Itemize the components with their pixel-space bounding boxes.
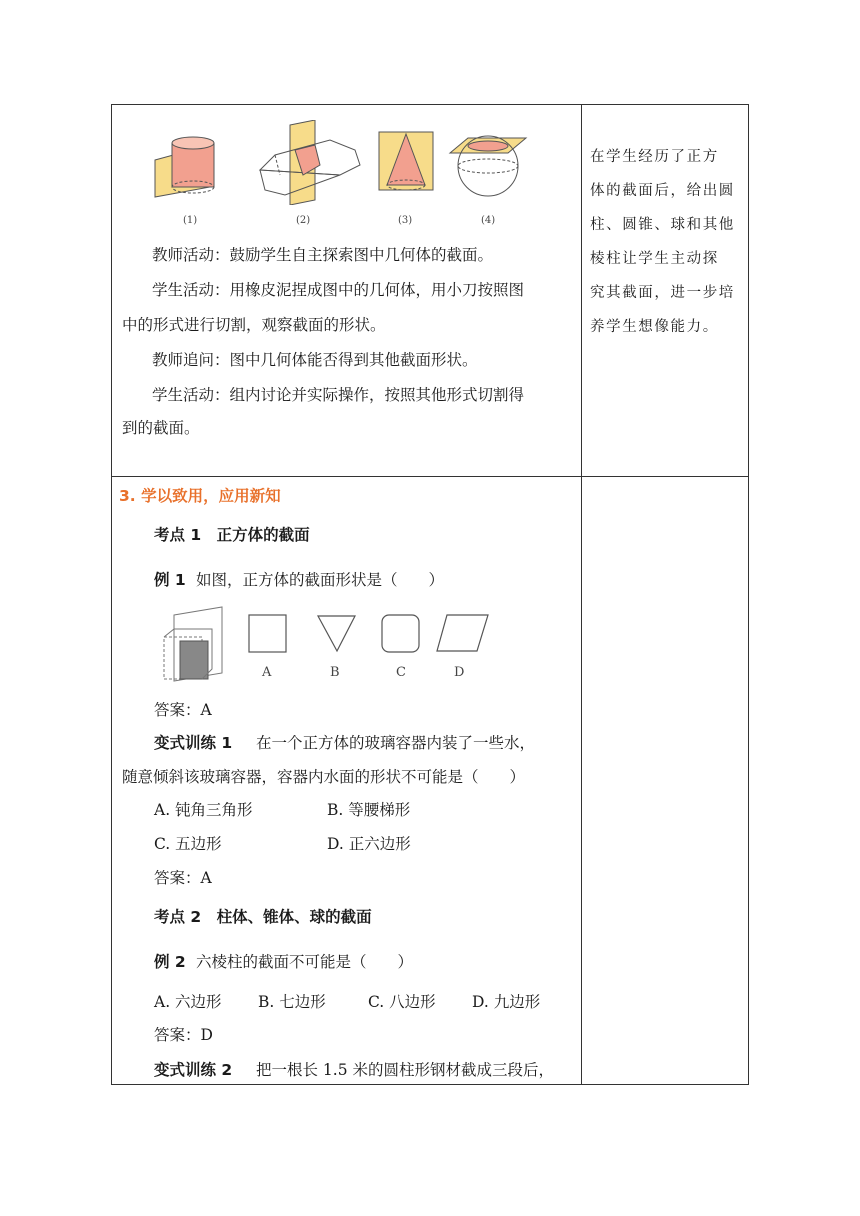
- cone-section-figure: [377, 130, 437, 192]
- option-d-parallelogram: [435, 613, 491, 655]
- example-1-label: 例 1: [154, 571, 186, 589]
- example-2-text: 六棱柱的截面不可能是（ ）: [196, 953, 414, 971]
- variant-1-answer: 答案：A: [154, 869, 212, 887]
- variant-1-text: 在一个正方体的玻璃容器内装了一些水，: [256, 734, 536, 752]
- section-heading: 3. 学以致用，应用新知: [119, 487, 281, 505]
- teacher-activity-text: 教师活动：鼓励学生自主探索图中几何体的截面。: [152, 246, 494, 264]
- variant-1-option-b: B. 等腰梯形: [327, 801, 411, 819]
- example-1-answer: 答案：A: [154, 701, 212, 719]
- cylinder-section-figure: [150, 125, 230, 200]
- variant-1-label: 变式训练 1: [154, 734, 233, 752]
- side-note-line-1: 在学生经历了正方: [590, 149, 719, 165]
- student-discussion-text-cont: 到的截面。: [122, 419, 200, 437]
- kaodian-2-heading: 考点 2 柱体、锥体、球的截面: [154, 908, 372, 926]
- option-b-label: B: [330, 665, 340, 680]
- student-activity-text: 学生活动：用橡皮泥捏成图中的几何体，用小刀按照图: [152, 281, 525, 299]
- figure-label-1: (1): [183, 215, 198, 226]
- example-2-option-c: C. 八边形: [368, 993, 436, 1011]
- student-activity-text-cont: 中的形式进行切割，观察截面的形状。: [122, 316, 386, 334]
- option-a-label: A: [262, 665, 272, 680]
- example-2-option-d: D. 九边形: [472, 993, 541, 1011]
- kaodian-1-heading: 考点 1 正方体的截面: [154, 526, 310, 544]
- figure-label-4: (4): [481, 215, 496, 226]
- figure-label-3: (3): [398, 215, 413, 226]
- figure-label-2: (2): [296, 215, 311, 226]
- option-b-triangle: [316, 613, 358, 655]
- option-d-label: D: [454, 665, 465, 680]
- sphere-section-figure: [448, 128, 528, 198]
- example-2-option-b: B. 七边形: [258, 993, 326, 1011]
- side-note-line-6: 养学生想像能力。: [590, 319, 719, 335]
- side-note-line-5: 究其截面，进一步培: [590, 285, 735, 301]
- row-divider: [112, 476, 748, 477]
- variant-1-option-a: A. 钝角三角形: [154, 801, 253, 819]
- side-note-line-4: 棱柱让学生主动探: [590, 251, 719, 267]
- variant-1-option-c: C. 五边形: [154, 835, 222, 853]
- variant-1-option-d: D. 正六边形: [327, 835, 411, 853]
- student-discussion-text: 学生活动：组内讨论并实际操作，按照其他形式切割得: [152, 386, 525, 404]
- option-a-square: [247, 613, 289, 655]
- example-2-label: 例 2: [154, 953, 186, 971]
- option-c-rounded-square: [380, 613, 422, 655]
- option-c-label: C: [396, 665, 406, 680]
- teacher-question-text: 教师追问：图中几何体能否得到其他截面形状。: [152, 351, 478, 369]
- example-2-option-a: A. 六边形: [154, 993, 222, 1011]
- variant-2-label: 变式训练 2: [154, 1061, 233, 1079]
- side-note-line-3: 柱、圆锥、球和其他: [590, 217, 735, 233]
- example-2-answer: 答案：D: [154, 1026, 213, 1044]
- variant-2-text: 把一根长 1.5 米的圆柱形钢材截成三段后，: [256, 1061, 555, 1079]
- column-divider: [581, 105, 582, 1084]
- example-1-text: 如图，正方体的截面形状是（ ）: [196, 571, 445, 589]
- side-note-line-2: 体的截面后，给出圆: [590, 183, 735, 199]
- variant-1-text-cont: 随意倾斜该玻璃容器，容器内水面的形状不可能是（ ）: [122, 768, 526, 786]
- cube-section-figure: [160, 605, 230, 685]
- hexagonal-prism-section-figure: [255, 120, 365, 205]
